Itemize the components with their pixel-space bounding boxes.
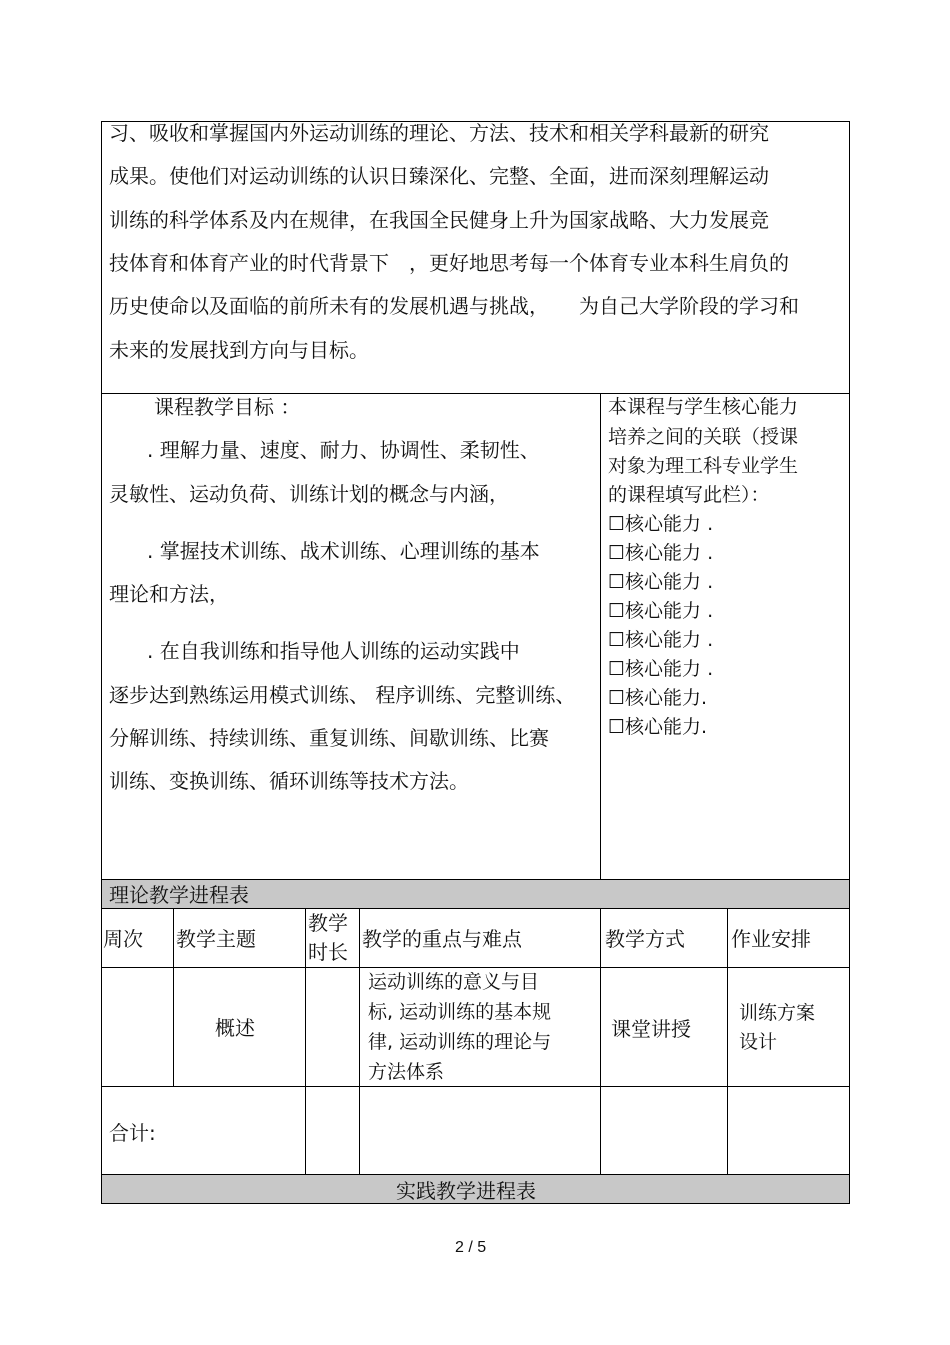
practice-table-title: 实践教学进程表 xyxy=(396,1179,536,1203)
competency-header-line: 培养之间的关联（授课 xyxy=(608,426,799,448)
theory-table-title: 理论教学进程表 xyxy=(109,883,249,907)
objective-line: 理论和方法， xyxy=(109,582,229,606)
objective-line: 逐步达到熟练运用模式训练、 程序训练、完整训练、 xyxy=(109,683,576,707)
competency-checkbox-item[interactable]: ☐核心能力 . xyxy=(608,542,714,564)
competency-header-line: 的课程填写此栏）： xyxy=(608,484,770,506)
competency-checkbox-item[interactable]: ☐核心能力 . xyxy=(608,658,714,680)
objectives-heading: 课程教学目标 ： xyxy=(154,395,301,419)
row-keypoints-line: 方法体系 xyxy=(368,1061,445,1083)
row-homework-line: 设计 xyxy=(739,1031,778,1053)
intro-line: 成果。使他们对运动训练的认识日臻深化、完整、全面，进而深刻理解运动 xyxy=(109,164,769,188)
intro-line: 未来的发展找到方向与目标。 xyxy=(109,338,369,362)
intro-line: 历史使命以及面临的前所未有的发展机遇与挑战， 为自己大学阶段的学习和 xyxy=(109,294,799,318)
divider xyxy=(173,908,174,1086)
header-hours: 教学 xyxy=(308,911,348,935)
objective-line: 灵敏性、运动负荷、训练计划的概念与内涵， xyxy=(109,482,509,506)
divider xyxy=(600,908,601,1174)
competency-header-line: 本课程与学生核心能力 xyxy=(608,396,799,418)
header-method: 教学方式 xyxy=(605,927,685,951)
total-label: 合计: xyxy=(109,1121,156,1145)
objective-line: . 掌握技术训练、战术训练、心理训练的基本 xyxy=(147,539,540,563)
competency-checkbox-item[interactable]: ☐核心能力. xyxy=(608,716,708,738)
competency-checkbox-item[interactable]: ☐核心能力 . xyxy=(608,600,714,622)
objective-line: . 在自我训练和指导他人训练的运动实践中 xyxy=(147,639,520,663)
row-keypoints-line: 律, 运动训练的理论与 xyxy=(368,1031,552,1053)
header-hours: 时长 xyxy=(308,940,348,964)
header-topic: 教学主题 xyxy=(176,927,256,951)
competency-checkbox-item[interactable]: ☐核心能力 . xyxy=(608,571,714,593)
divider xyxy=(727,908,728,1174)
row-topic: 概述 xyxy=(215,1016,255,1040)
header-homework: 作业安排 xyxy=(731,927,811,951)
row-method: 课堂讲授 xyxy=(611,1017,691,1041)
row-keypoints-line: 运动训练的意义与目 xyxy=(368,971,540,993)
divider xyxy=(600,393,601,879)
divider xyxy=(101,967,850,968)
intro-line: 习、吸收和掌握国内外运动训练的理论、方法、技术和相关学科最新的研究 xyxy=(109,121,769,145)
row-keypoints-line: 标, 运动训练的基本规 xyxy=(368,1001,552,1023)
header-keypoints: 教学的重点与难点 xyxy=(362,927,522,951)
intro-line: 技体育和体育产业的时代背景下 ，更好地思考每一个体育专业本科生肩负的 xyxy=(109,251,789,275)
competency-checkbox-item[interactable]: ☐核心能力 . xyxy=(608,513,714,535)
divider xyxy=(101,908,850,909)
row-homework-line: 训练方案 xyxy=(739,1002,816,1024)
competency-checkbox-item[interactable]: ☐核心能力 . xyxy=(608,629,714,651)
objective-line: 训练、变换训练、循环训练等技术方法。 xyxy=(109,769,469,793)
divider xyxy=(305,908,306,1174)
divider xyxy=(359,908,360,1174)
page-number: 2 / 5 xyxy=(455,1239,487,1256)
objective-line: 分解训练、持续训练、重复训练、间歇训练、比赛 xyxy=(109,726,549,750)
header-week: 周次 xyxy=(103,927,143,951)
divider xyxy=(101,1086,850,1087)
competency-header-line: 对象为理工科专业学生 xyxy=(608,455,799,477)
intro-line: 训练的科学体系及内在规律，在我国全民健身上升为国家战略、大力发展竞 xyxy=(109,208,769,232)
objective-line: . 理解力量、速度、耐力、协调性、柔韧性、 xyxy=(147,438,540,462)
divider xyxy=(101,393,850,394)
competency-checkbox-item[interactable]: ☐核心能力. xyxy=(608,687,708,709)
